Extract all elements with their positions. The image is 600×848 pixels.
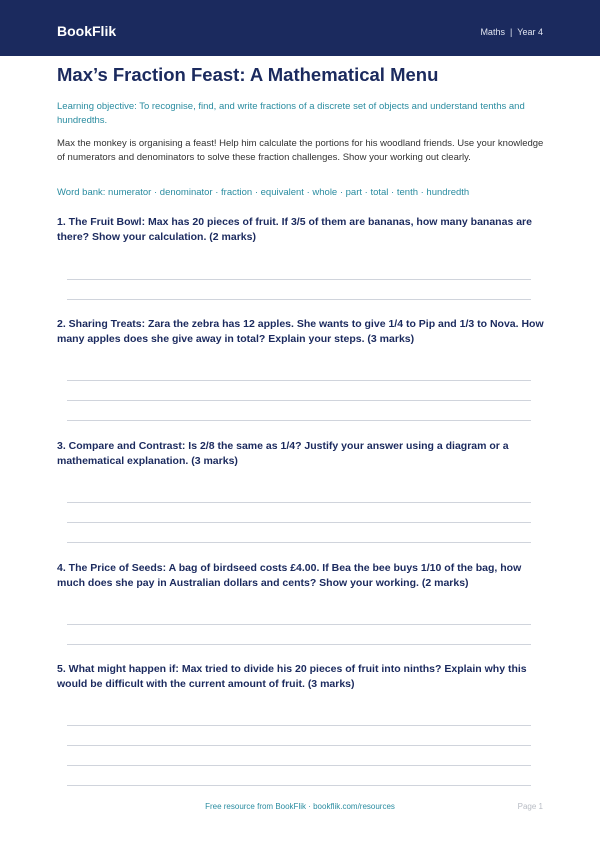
answer-line[interactable] — [67, 400, 531, 401]
answer-line[interactable] — [67, 380, 531, 381]
subject-year-label — [480, 27, 543, 37]
word-bank: Word bank: numerator · denominator · fraction · equivalent · whole · part · total · tenth · hundredth — [57, 187, 470, 198]
worksheet-title: Max’s Fraction Feast: A Mathematical Menu — [57, 64, 439, 85]
answer-line[interactable] — [67, 542, 531, 543]
year-label: Year 4 — [517, 27, 543, 37]
separator: | — [509, 27, 513, 37]
answer-line[interactable] — [67, 420, 531, 421]
answer-line[interactable] — [67, 725, 531, 726]
answer-line[interactable] — [67, 279, 531, 280]
question-3: 3. Compare and Contrast: Is 2/8 the same as 1/4? Justify your answer using a diagram or a mathematical explanation. (3 marks) — [57, 440, 509, 467]
question-2: 2. Sharing Treats: Zara the zebra has 12 apples. She wants to give 1/4 to Pip and 1/3 to Nova. How many apples does she give away in total? Explain your steps. (3 marks) — [57, 318, 544, 345]
answer-line[interactable] — [67, 644, 531, 645]
answer-line[interactable] — [67, 522, 531, 523]
question-5: 5. What might happen if: Max tried to divide his 20 pieces of fruit into ninths? Explain why this would be difficult with the current amount of fruit. (3 marks) — [57, 663, 527, 690]
footer-credit-text: Free resource from BookFlik · bookflik.com/resources — [205, 802, 395, 811]
page-number: Page 1 — [517, 802, 543, 811]
brand-logo: BookFlik — [57, 23, 117, 39]
answer-line[interactable] — [67, 765, 531, 766]
page-header — [0, 0, 600, 56]
answer-line[interactable] — [67, 299, 531, 300]
answer-line[interactable] — [67, 624, 531, 625]
answer-line[interactable] — [67, 502, 531, 503]
answer-line[interactable] — [67, 785, 531, 786]
learning-objective: Learning objective: To recognise, find, and write fractions of a discrete set of objects and understand tenths and hundredths. — [57, 101, 525, 126]
subject-label: Maths — [480, 27, 505, 37]
question-4: 4. The Price of Seeds: A bag of birdseed costs £4.00. If Bea the bee buys 1/10 of the bag, how much does she pay in Australian dollars and cents? Show your working. (2 marks) — [57, 562, 522, 589]
answer-line[interactable] — [67, 745, 531, 746]
footer-credit — [0, 802, 600, 811]
intro-paragraph: Max the monkey is organising a feast! Help him calculate the portions for his woodland friends. Use your knowledge of numerators and denominators to solve these fraction challenges. Show your working out clearly. — [57, 138, 544, 163]
question-1: 1. The Fruit Bowl: Max has 20 pieces of fruit. If 3/5 of them are bananas, how many bananas are there? Show your calculation. (2 marks) — [57, 216, 532, 243]
